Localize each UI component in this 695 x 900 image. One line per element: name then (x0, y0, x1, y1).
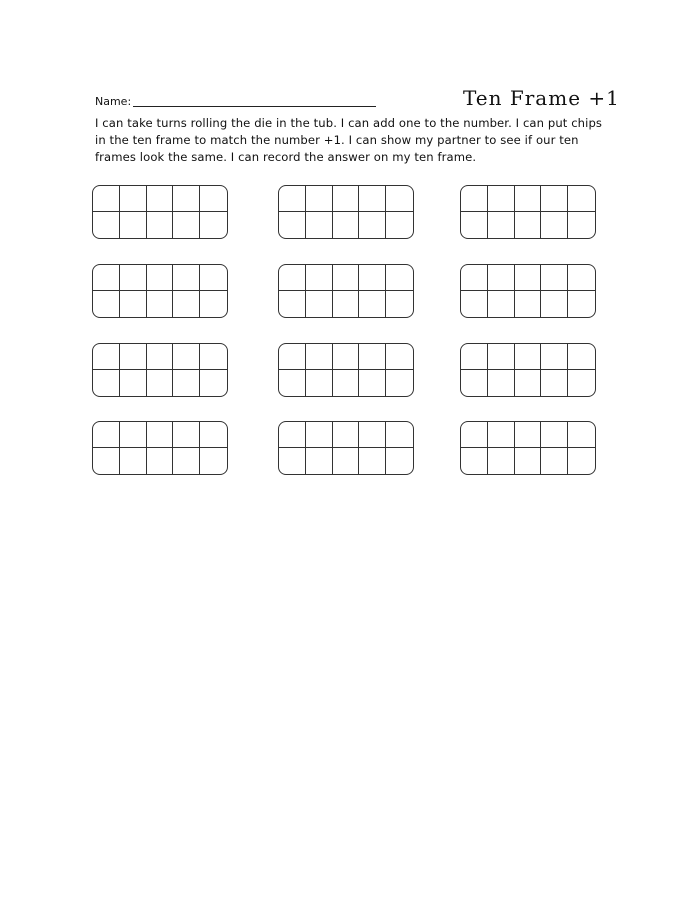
ten-frame-cell (200, 186, 227, 212)
ten-frame-cell (147, 186, 174, 212)
ten-frame-cell (147, 422, 174, 448)
ten-frame-cell (173, 448, 200, 474)
ten-frame (92, 185, 228, 239)
ten-frame (92, 264, 228, 318)
ten-frame-cell (386, 370, 413, 396)
ten-frame-cell (306, 370, 333, 396)
ten-frame-cell (488, 265, 515, 291)
ten-frame-cell (488, 186, 515, 212)
ten-frame-cell (120, 370, 147, 396)
ten-frame-cell (359, 370, 386, 396)
ten-frame-cell (515, 344, 542, 370)
ten-frame-cell (386, 212, 413, 238)
ten-frame (92, 421, 228, 475)
ten-frame-cell (200, 448, 227, 474)
ten-frame-cell (461, 186, 488, 212)
ten-frame-cell (147, 291, 174, 317)
ten-frame-cell (359, 265, 386, 291)
ten-frame-cell (173, 265, 200, 291)
ten-frame (460, 343, 596, 397)
ten-frame-cell (333, 265, 360, 291)
ten-frame-cell (200, 370, 227, 396)
ten-frame-cell (568, 212, 595, 238)
ten-frame-cell (93, 291, 120, 317)
ten-frame-cell (541, 265, 568, 291)
ten-frame-cell (173, 186, 200, 212)
ten-frame (460, 264, 596, 318)
ten-frame (460, 421, 596, 475)
ten-frame-cell (147, 370, 174, 396)
ten-frame-cell (386, 448, 413, 474)
ten-frame-cell (541, 422, 568, 448)
worksheet-title: Ten Frame +1 (463, 86, 620, 110)
ten-frame-cell (359, 422, 386, 448)
ten-frame-cell (147, 344, 174, 370)
ten-frame-cell (333, 448, 360, 474)
ten-frame-cell (568, 186, 595, 212)
ten-frame (92, 343, 228, 397)
ten-frame-cell (93, 265, 120, 291)
ten-frame-cell (386, 422, 413, 448)
ten-frame-cell (120, 448, 147, 474)
ten-frame-cell (541, 186, 568, 212)
ten-frame-cell (147, 265, 174, 291)
name-field[interactable] (133, 106, 376, 107)
ten-frame-cell (568, 265, 595, 291)
ten-frame-cell (200, 212, 227, 238)
ten-frame-cell (461, 344, 488, 370)
ten-frame-cell (461, 212, 488, 238)
ten-frame-cell (359, 344, 386, 370)
ten-frame-cell (568, 370, 595, 396)
ten-frame-cell (306, 344, 333, 370)
ten-frame-cell (568, 422, 595, 448)
ten-frame-cell (488, 212, 515, 238)
ten-frame-cell (515, 370, 542, 396)
ten-frame-cell (173, 370, 200, 396)
ten-frame-cell (279, 186, 306, 212)
ten-frame-cell (515, 265, 542, 291)
ten-frame-cell (200, 344, 227, 370)
ten-frame-cell (541, 212, 568, 238)
ten-frame-cell (461, 370, 488, 396)
ten-frame-cell (200, 265, 227, 291)
ten-frame (460, 185, 596, 239)
ten-frame-cell (515, 212, 542, 238)
ten-frame-cell (488, 448, 515, 474)
ten-frame-cell (93, 370, 120, 396)
ten-frame-cell (515, 291, 542, 317)
ten-frame-cell (120, 291, 147, 317)
ten-frame-cell (488, 291, 515, 317)
ten-frame-cell (488, 422, 515, 448)
ten-frame-cell (461, 291, 488, 317)
ten-frame-cell (173, 212, 200, 238)
ten-frame-cell (568, 448, 595, 474)
ten-frame-cell (333, 291, 360, 317)
ten-frame (278, 185, 414, 239)
ten-frame-cell (306, 448, 333, 474)
ten-frame-cell (333, 422, 360, 448)
ten-frame-cell (488, 344, 515, 370)
ten-frame-cell (120, 422, 147, 448)
ten-frame-cell (359, 291, 386, 317)
ten-frame-cell (515, 448, 542, 474)
ten-frame-cell (568, 291, 595, 317)
ten-frame (278, 264, 414, 318)
ten-frame-cell (93, 448, 120, 474)
ten-frame-cell (541, 448, 568, 474)
ten-frame-cell (93, 422, 120, 448)
ten-frame-cell (306, 186, 333, 212)
ten-frame (278, 343, 414, 397)
ten-frame-cell (93, 212, 120, 238)
ten-frame-cell (306, 265, 333, 291)
ten-frame-cell (93, 186, 120, 212)
ten-frame-cell (279, 448, 306, 474)
ten-frame-cell (173, 422, 200, 448)
ten-frame-cell (488, 370, 515, 396)
ten-frame-cell (200, 291, 227, 317)
ten-frame-cell (359, 186, 386, 212)
ten-frame-cell (386, 265, 413, 291)
ten-frame-cell (93, 344, 120, 370)
ten-frame-cell (120, 212, 147, 238)
ten-frame-cell (173, 344, 200, 370)
ten-frame-cell (541, 344, 568, 370)
ten-frame-cell (279, 291, 306, 317)
ten-frame-cell (568, 344, 595, 370)
ten-frame-cell (541, 370, 568, 396)
ten-frame-cell (279, 265, 306, 291)
ten-frame-cell (306, 212, 333, 238)
ten-frame-cell (386, 344, 413, 370)
ten-frame-cell (279, 212, 306, 238)
ten-frame-cell (120, 265, 147, 291)
ten-frame-cell (461, 422, 488, 448)
ten-frame-cell (279, 422, 306, 448)
ten-frame-cell (515, 186, 542, 212)
name-label: Name: (95, 95, 132, 108)
ten-frame-cell (386, 291, 413, 317)
ten-frame-cell (333, 186, 360, 212)
ten-frame-cell (306, 291, 333, 317)
ten-frame-cell (173, 291, 200, 317)
ten-frame-cell (461, 265, 488, 291)
ten-frame-cell (279, 370, 306, 396)
ten-frame-cell (333, 370, 360, 396)
ten-frame-cell (386, 186, 413, 212)
ten-frame-cell (120, 344, 147, 370)
ten-frame-cell (333, 212, 360, 238)
ten-frame-cell (359, 448, 386, 474)
ten-frame (278, 421, 414, 475)
ten-frame-cell (200, 422, 227, 448)
ten-frame-cell (147, 448, 174, 474)
ten-frame-cell (333, 344, 360, 370)
ten-frame-cell (147, 212, 174, 238)
ten-frame-cell (359, 212, 386, 238)
ten-frame-cell (279, 344, 306, 370)
ten-frame-cell (515, 422, 542, 448)
ten-frame-cell (541, 291, 568, 317)
instructions: I can take turns rolling the die in the tub. I can add one to the number. I can put chips in the ten frame to match the number +1. I can show my partner to see if our ten frames look the same. I can record the answer on my ten frame. (95, 116, 603, 164)
ten-frame-cell (461, 448, 488, 474)
ten-frame-cell (306, 422, 333, 448)
ten-frame-cell (120, 186, 147, 212)
